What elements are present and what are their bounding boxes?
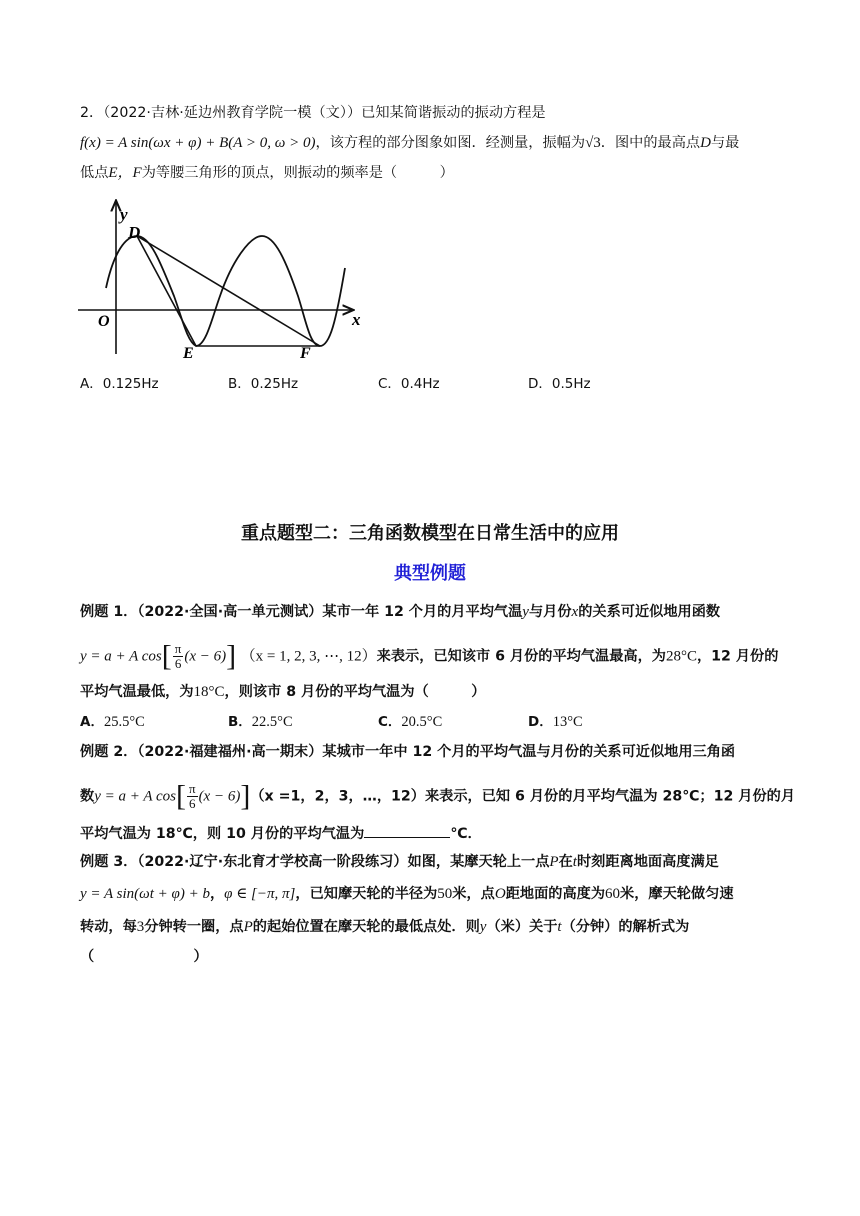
ex1-line-3: 平均气温最低，为18°C，则该市 8 月份的平均气温为（ ）: [80, 684, 486, 700]
segment-DE: [137, 236, 196, 346]
label-origin: O: [98, 313, 110, 330]
label-y: y: [120, 205, 128, 224]
ex1-option-a: A．25.5°C: [80, 714, 145, 730]
q2-line-2: f(x) = A sin(ωx + φ) + B(A > 0, ω > 0)，该方程的部分图象如图．经测量，振幅为√3．图中的最高点D与最: [80, 135, 740, 151]
ex2-line-1: 例题 2．（2022·福建福州·高一期末）某城市一年中 12 个月的平均气温与月份的关系可近似地用三角函: [80, 744, 736, 760]
answer-blank: [364, 822, 450, 838]
q2-option-a: A．0.125Hz: [80, 376, 159, 392]
label-D: D: [128, 223, 141, 242]
segment-DF: [137, 236, 320, 346]
section-heading: 重点题型二：三角函数模型在日常生活中的应用: [241, 523, 619, 544]
ex1-line-2: y = a + A cos[ $\frac{\pi}{6}$ (x − 6)] （x = 1, 2, 3, ⋯, 12）来表示，已知该市 6 月份的平均气温最高，为28°C，12 月份的: [80, 639, 779, 673]
ex1-option-c: C．20.5°C: [378, 714, 443, 730]
ex3-line-3: 转动，每3分钟转一圈，点P的起始位置在摩天轮的最低点处．则y（米）关于t（分钟）的解析式为: [80, 919, 690, 935]
q2-line-1: [80, 103, 546, 123]
amplitude-value: √3: [585, 135, 601, 151]
q2-option-d: D．0.5Hz: [528, 376, 591, 392]
ex1-domain: （x = 1, 2, 3, ⋯, 12）: [240, 648, 377, 665]
ex1-fraction: $\frac{\pi}{6}$: [174, 641, 182, 671]
ex2-line-2: 数y = a + A cos[ $\frac{\pi}{6}$ (x − 6)]（x =1，2，3，…，12）来表示，已知 6 月份的月平均气温为 28℃；12 月份的月: [80, 779, 796, 813]
q2-option-c: C．0.4Hz: [378, 376, 440, 392]
ex3-line-4: （ ）: [80, 949, 208, 965]
ex2-fraction: $\frac{\pi}{6}$: [188, 781, 196, 811]
label-F: F: [300, 345, 311, 362]
ex1-line-1: 例题 1．（2022·全国·高一单元测试）某市一年 12 个月的月平均气温y与月份x的关系可近似地用函数: [80, 604, 721, 620]
q2-formula: f(x) = A sin(ωx + φ) + B(A > 0, ω > 0): [80, 135, 316, 151]
ex3-line-2: y = A sin(ωt + φ) + b，φ ∈ [−π, π]，已知摩天轮的半径为50米，点O距地面的高度为60米，摩天轮做匀速: [80, 886, 734, 902]
label-x: x: [352, 310, 361, 329]
ex3-formula: y = A sin(ωt + φ) + b: [80, 886, 210, 902]
q2-option-b: B．0.25Hz: [228, 376, 299, 392]
ex1-option-b: B．22.5°C: [228, 714, 293, 730]
ex2-formula: y = a + A cos: [94, 788, 176, 805]
ex2-line-3: 平均气温为 18℃，则 10 月份的平均气温为 ℃．: [80, 822, 482, 844]
ex1-option-d: D．13°C: [528, 714, 583, 730]
q2-line-3: 低点E，F为等腰三角形的顶点，则振动的频率是（ ）: [80, 165, 454, 181]
ex1-formula: y = a + A cos: [80, 648, 162, 665]
q2-sine-graph: [70, 196, 370, 366]
ex3-line-1: 例题 3．（2022·辽宁·东北育才学校高一阶段练习）如图，某摩天轮上一点P在t时刻距离地面高度满足: [80, 854, 719, 870]
label-E: E: [183, 345, 194, 362]
sine-curve: [106, 236, 345, 346]
q2-stem-text: 2．（2022·吉林·延边州教育学院一模（文））已知某简谐振动的振动方程是: [80, 105, 546, 121]
section-subheading: 典型例题: [394, 563, 466, 584]
